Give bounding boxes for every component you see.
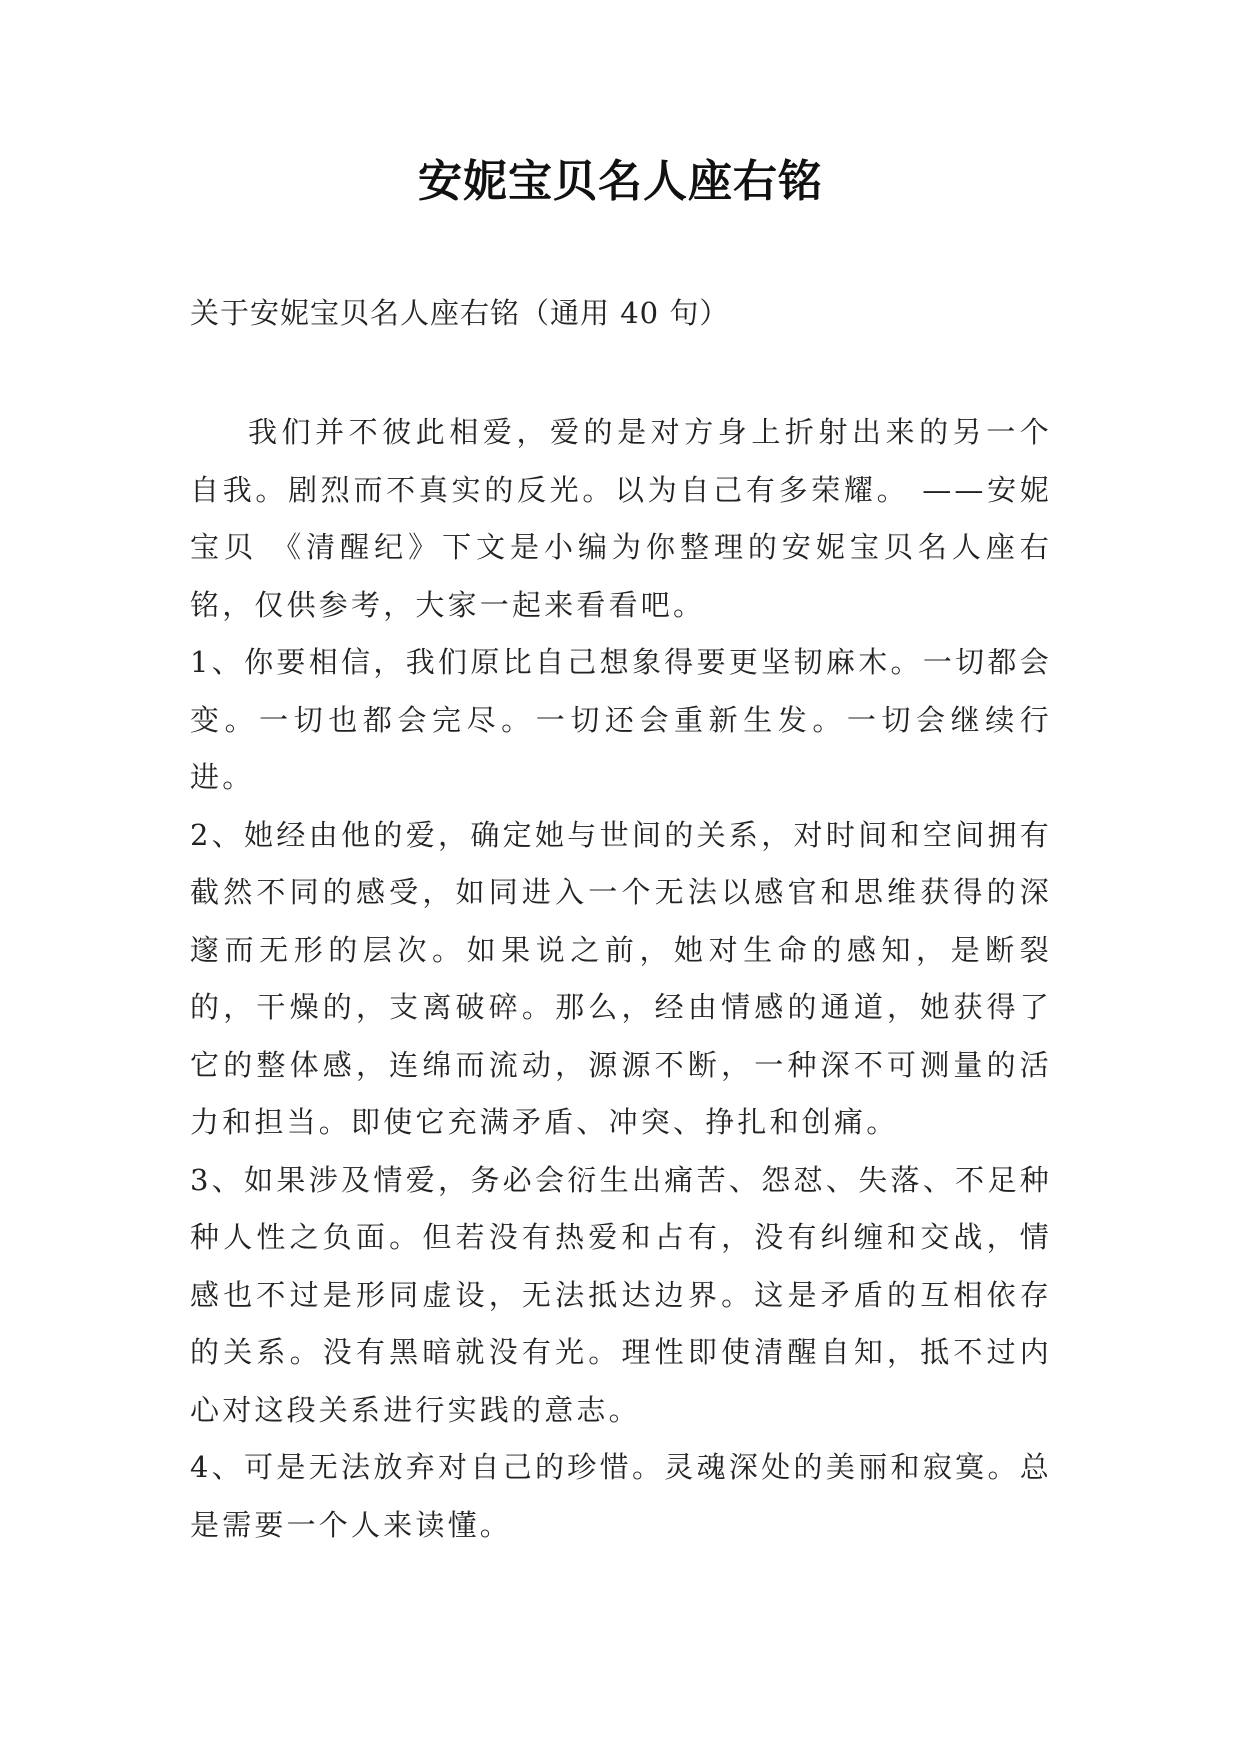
- quote-paragraph: 2、她经由他的爱，确定她与世间的关系，对时间和空间拥有截然不同的感受，如同进入一个无法以感官和思维获得的深邃而无形的层次。如果说之前，她对生命的感知，是断裂的，干燥的，支离破碎。那么，经由情感的通道，她获得了它的整体感，连绵而流动，源源不断，一种深不可测量的活力和担当。即使它充满矛盾、冲突、挣扎和创痛。: [190, 817, 1052, 1139]
- document-subtitle: 关于安妮宝贝名人座右铭（通用 40 句）: [190, 296, 730, 330]
- document-body: [190, 404, 1052, 1554]
- quote-paragraph: 3、如果涉及情爱，务必会衍生出痛苦、怨怼、失落、不足种种人性之负面。但若没有热爱和占有，没有纠缠和交战，情感也不过是形同虚设，无法抵达边界。这是矛盾的互相依存的关系。没有黑暗就没有光。理性即使清醒自知，抵不过内心对这段关系进行实践的意志。: [190, 1162, 1052, 1427]
- quote-paragraph: 4、可是无法放弃对自己的珍惜。灵魂深处的美丽和寂寞。总是需要一个人来读懂。: [190, 1450, 1052, 1542]
- intro-paragraph: 我们并不彼此相爱，爱的是对方身上折射出来的另一个自我。剧烈而不真实的反光。以为自己有多荣耀。 ——安妮宝贝 《清醒纪》下文是小编为你整理的安妮宝贝名人座右铭，仅供参考，大家一起来看看吧。: [190, 415, 1052, 622]
- quote-paragraph: 1、你要相信，我们原比自己想象得要更坚韧麻木。一切都会变。一切也都会完尽。一切还会重新生发。一切会继续行进。: [190, 645, 1052, 794]
- page-title: 安妮宝贝名人座右铭: [418, 156, 823, 207]
